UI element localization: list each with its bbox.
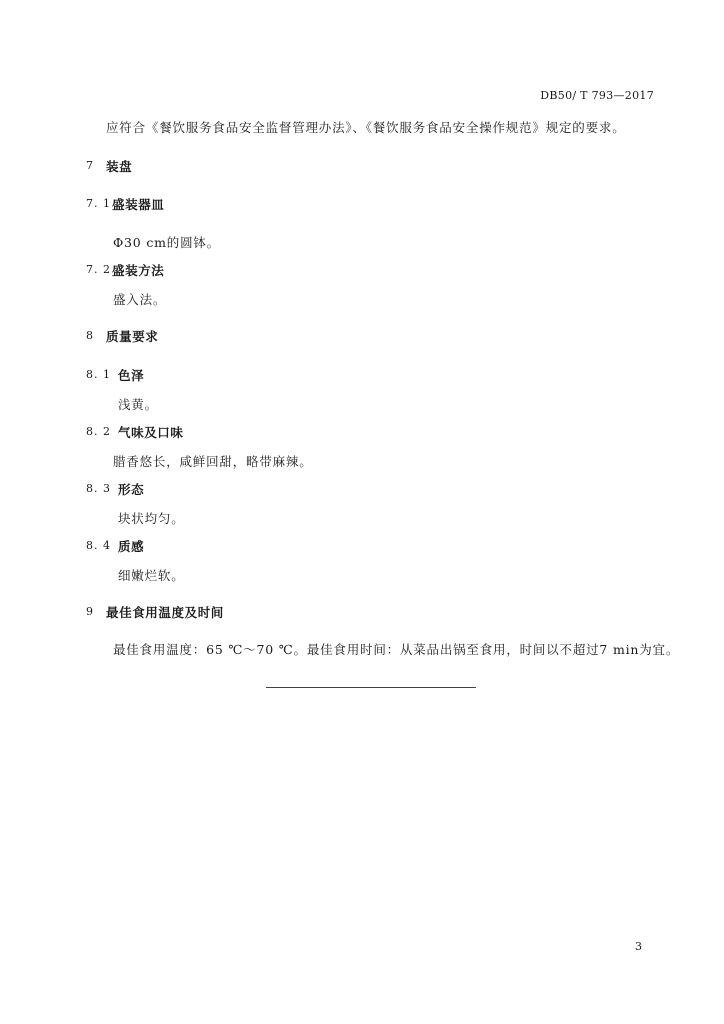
section-8-2-number: 8. 2 (86, 425, 111, 438)
section-7-number: 7 (86, 159, 94, 172)
section-9-title: 最佳食用温度及时间 (106, 605, 224, 620)
section-8-3-number: 8. 3 (86, 482, 111, 495)
section-7-title: 装盘 (106, 159, 133, 174)
section-9-text: 最佳食用温度：65 ℃～70 ℃。最佳食用时间：从菜品出锅至食用，时间以不超过7 min为宜。 (113, 642, 680, 657)
document-number: DB50/ T 793—2017 (540, 89, 654, 102)
section-8-2-text: 腊香悠长，咸鲜回甜，略带麻辣。 (113, 454, 313, 469)
intro-paragraph: 应符合《餐饮服务食品安全监督管理办法》、《餐饮服务食品安全操作规范》规定的要求。 (106, 120, 626, 135)
section-7-1-number: 7. 1 (86, 197, 111, 210)
section-9-number: 9 (86, 605, 94, 618)
section-7-2-text: 盛入法。 (113, 292, 167, 307)
section-7-1-title: 盛装器皿 (112, 197, 165, 212)
section-8-1-number: 8. 1 (86, 368, 111, 381)
section-8-3-text: 块状均匀。 (118, 511, 185, 526)
section-8-2-title: 气味及口味 (118, 425, 184, 440)
section-8-4-title: 质感 (118, 539, 145, 554)
section-8-1-title: 色泽 (118, 368, 145, 383)
section-8-title: 质量要求 (106, 329, 159, 344)
end-of-document-rule (266, 687, 476, 688)
section-8-number: 8 (86, 329, 94, 342)
section-8-4-number: 8. 4 (86, 539, 111, 552)
section-8-4-text: 细嫩烂软。 (118, 568, 185, 583)
section-7-2-number: 7. 2 (86, 263, 111, 276)
section-7-1-text: Φ30 cm的圆钵。 (113, 235, 220, 250)
section-8-3-title: 形态 (118, 482, 145, 497)
section-7-2-title: 盛装方法 (112, 263, 165, 278)
section-8-1-text: 浅黄。 (118, 397, 158, 412)
page-number: 3 (635, 940, 642, 953)
